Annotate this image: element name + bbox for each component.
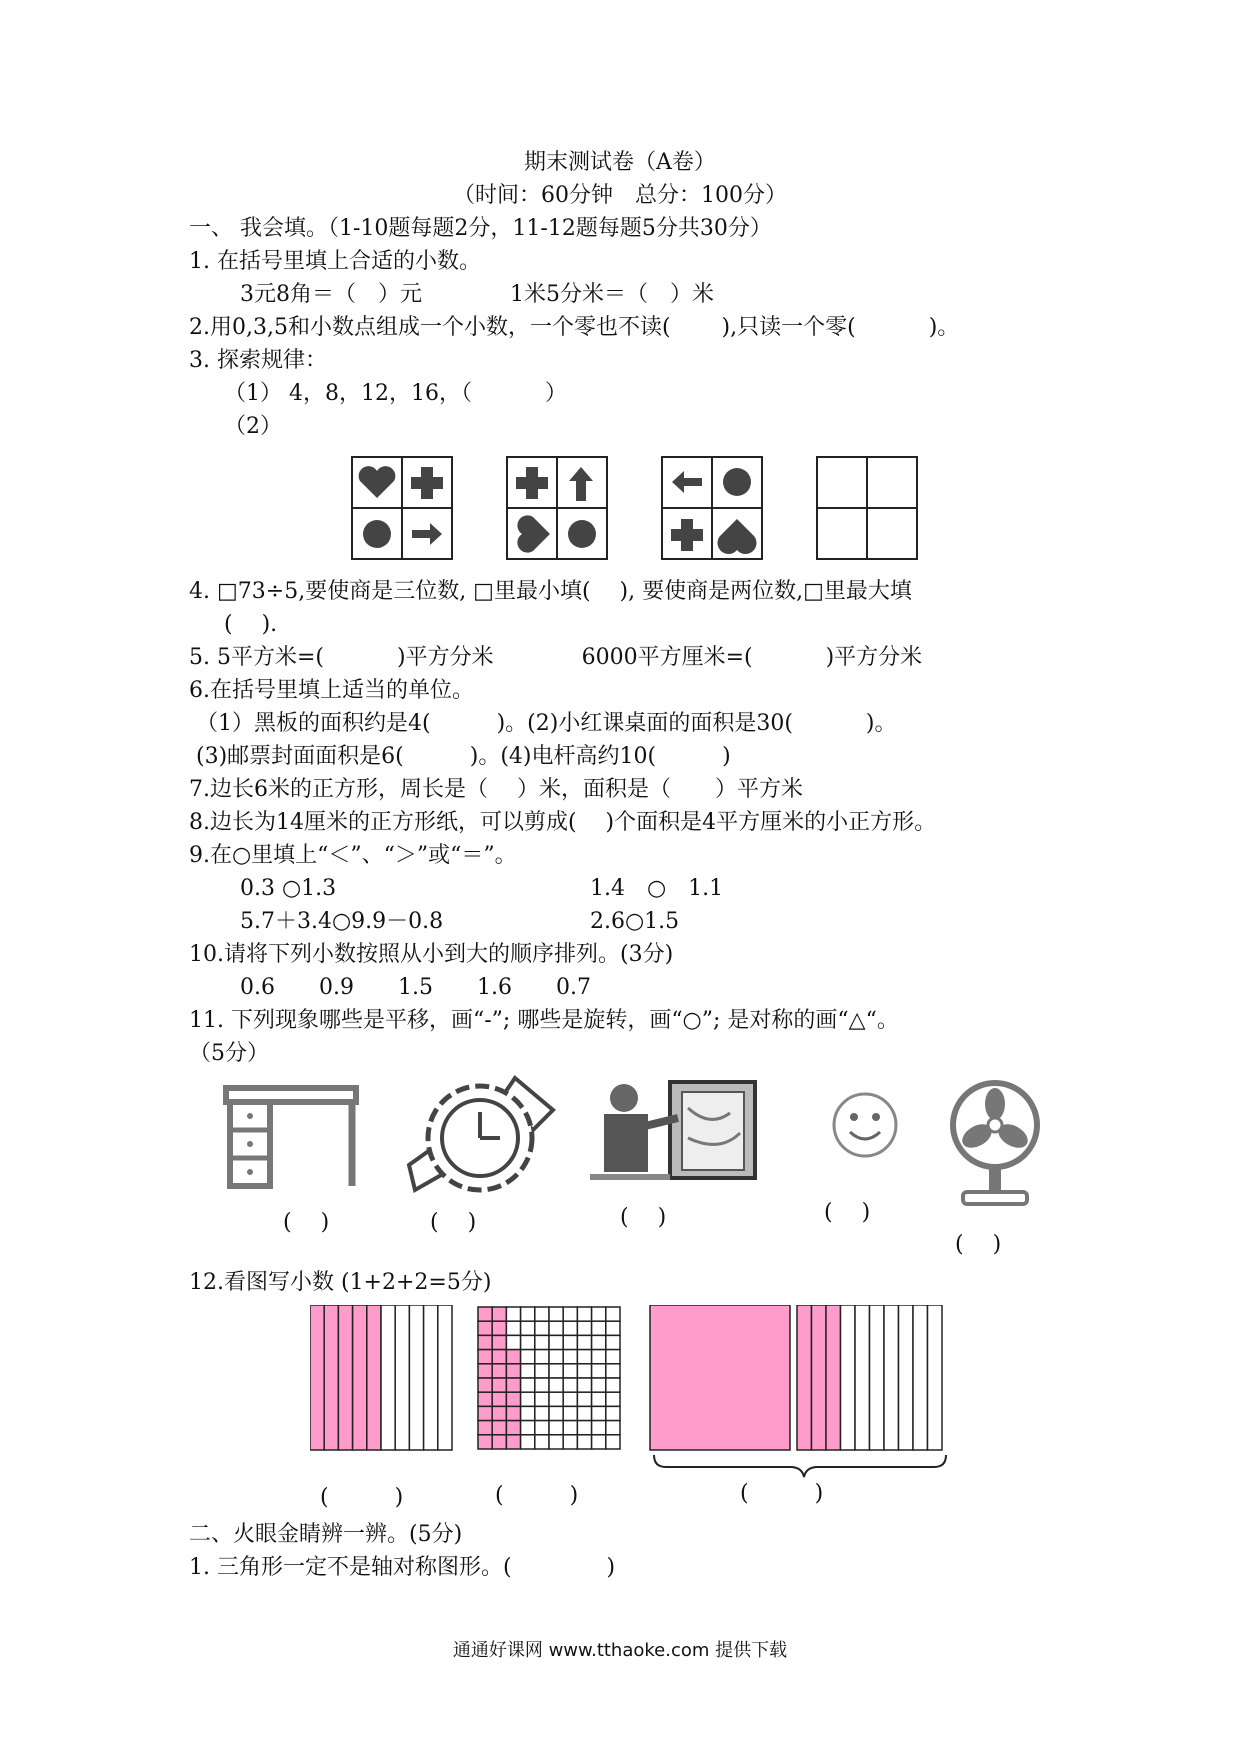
grid-cell: [592, 1421, 606, 1435]
grid-cell: [506, 1335, 520, 1349]
window-opening-picture: [590, 1078, 760, 1183]
question-3-2: （2）: [224, 414, 282, 439]
pattern-tile-1: [352, 457, 452, 559]
grid-cell: [535, 1421, 549, 1435]
grid-cell: [606, 1350, 620, 1364]
grid-cell: [549, 1335, 563, 1349]
strip-cell: [381, 1305, 395, 1450]
question-3-1: （1） 4，8，12，16，（ ）: [224, 381, 567, 406]
strip-cell: [310, 1305, 324, 1450]
circle-icon: [363, 520, 391, 548]
grid-cell: [606, 1392, 620, 1406]
grid-cell: [492, 1392, 506, 1406]
electric-fan-picture: [945, 1080, 1045, 1210]
grid-cell: [592, 1321, 606, 1335]
strip-cell: [812, 1305, 827, 1450]
grid-cell: [478, 1364, 492, 1378]
question-12: 12.看图写小数 (1+2+2=5分): [189, 1270, 492, 1295]
grid-cell: [577, 1392, 591, 1406]
question-11: 11. 下列现象哪些是平移，画“-”; 哪些是旋转，画“○”; 是对称的画“△“。: [189, 1008, 899, 1033]
question-10: 10.请将下列小数按照从小到大的顺序排列。(3分): [189, 942, 674, 967]
question-2: 2.用0,3,5和小数点组成一个小数，一个零也不读( ),只读一个零( )。: [189, 315, 960, 340]
grid-cell: [577, 1364, 591, 1378]
grid-cell: [606, 1421, 620, 1435]
grid-cell: [506, 1378, 520, 1392]
question-9: 9.在○里填上“＜”、“＞”或“＝”。: [189, 843, 517, 868]
question-9-b-left: 5.7＋3.4○9.9－0.8: [240, 909, 444, 934]
grid-cell: [549, 1392, 563, 1406]
grid-cell: [606, 1378, 620, 1392]
grid-cell: [549, 1378, 563, 1392]
circle-icon: [568, 520, 596, 548]
section1-heading: 一、 我会填。（1-10题每题2分，11-12题每题5分共30分）: [189, 216, 772, 241]
question-9-b-right: 2.6○1.5: [590, 909, 680, 934]
tenths-strip-figure-1: [310, 1305, 452, 1450]
strip-cell: [438, 1305, 452, 1450]
grid-cell: [577, 1421, 591, 1435]
answer-blank-window[interactable]: ( ): [620, 1205, 667, 1230]
grid-cell: [535, 1435, 549, 1449]
grid-cell: [506, 1307, 520, 1321]
section2-heading: 二、火眼金睛辨一辨。(5分): [189, 1522, 463, 1547]
grid-cell: [592, 1406, 606, 1420]
strip-cell: [899, 1305, 914, 1450]
grid-cell: [549, 1421, 563, 1435]
grid-cell: [506, 1350, 520, 1364]
grid-cell: [592, 1350, 606, 1364]
pattern-tile-2: [507, 457, 607, 559]
grid-cell: [592, 1307, 606, 1321]
grid-cell: [492, 1335, 506, 1349]
grid-cell: [563, 1392, 577, 1406]
grid-cell: [492, 1406, 506, 1420]
strip-cell: [424, 1305, 438, 1450]
page-title: 期末测试卷（A卷）: [524, 150, 716, 175]
answer-blank-smiley[interactable]: ( ): [824, 1200, 871, 1225]
grid-cell: [492, 1435, 506, 1449]
strip-cell: [338, 1305, 352, 1450]
question-9-a-left: 0.3 ○1.3: [240, 876, 337, 901]
answer-blank-figure-1[interactable]: ( ): [320, 1485, 404, 1510]
decimal-figures: [310, 1305, 960, 1480]
grid-cell: [592, 1335, 606, 1349]
answer-blank-fan[interactable]: ( ): [955, 1232, 1002, 1257]
grid-cell: [577, 1406, 591, 1420]
question-7: 7.边长6米的正方形，周长是（ ）米，面积是（ ）平方米: [189, 777, 803, 802]
grid-cell: [563, 1307, 577, 1321]
grid-cell: [563, 1378, 577, 1392]
grid-cell: [478, 1406, 492, 1420]
grid-cell: [521, 1421, 535, 1435]
grid-cell: [577, 1435, 591, 1449]
question-8: 8.边长为14厘米的正方形纸，可以剪成( )个面积是4平方厘米的小正方形。: [189, 810, 937, 835]
grid-cell: [478, 1335, 492, 1349]
grid-cell: [478, 1321, 492, 1335]
grid-cell: [478, 1421, 492, 1435]
watch-picture: [405, 1070, 560, 1200]
grid-cell: [492, 1307, 506, 1321]
grid-cell: [521, 1378, 535, 1392]
answer-blank-figure-3[interactable]: ( ): [740, 1481, 824, 1506]
grid-cell: [521, 1435, 535, 1449]
grid-cell: [521, 1364, 535, 1378]
strip-cell: [870, 1305, 885, 1450]
grid-cell: [521, 1335, 535, 1349]
grid-cell: [563, 1421, 577, 1435]
grid-cell: [577, 1321, 591, 1335]
grid-cell: [521, 1307, 535, 1321]
grid-cell: [549, 1350, 563, 1364]
strip-cell: [913, 1305, 928, 1450]
grid-cell: [535, 1378, 549, 1392]
grid-cell: [535, 1364, 549, 1378]
question-1: 1. 在括号里填上合适的小数。: [189, 249, 481, 274]
question-5: 5. 5平方米=( )平方分米 6000平方厘米=( )平方分米: [189, 645, 923, 670]
grid-cell: [478, 1435, 492, 1449]
grid-cell: [563, 1350, 577, 1364]
grid-cell: [492, 1364, 506, 1378]
smiley-face-picture: [830, 1090, 900, 1160]
grid-cell: [492, 1421, 506, 1435]
grid-cell: [506, 1364, 520, 1378]
question-9-a-right: 1.4 ○ 1.1: [590, 876, 724, 901]
grid-cell: [492, 1350, 506, 1364]
strip-cell: [353, 1305, 367, 1450]
strip-cell: [841, 1305, 856, 1450]
grid-cell: [535, 1321, 549, 1335]
question-10-numbers: 0.6 0.9 1.5 1.6 0.7: [240, 975, 591, 1000]
strip-cell: [855, 1305, 870, 1450]
grid-cell: [563, 1435, 577, 1449]
brace: [654, 1455, 946, 1477]
answer-blank-watch[interactable]: ( ): [430, 1210, 477, 1235]
grid-cell: [478, 1350, 492, 1364]
grid-cell: [592, 1435, 606, 1449]
mixed-decimal-figure: [650, 1305, 942, 1450]
grid-cell: [577, 1335, 591, 1349]
pattern-tile-4-blank: [817, 457, 917, 559]
strip-cell: [395, 1305, 409, 1450]
grid-cell: [577, 1307, 591, 1321]
grid-cell: [506, 1321, 520, 1335]
grid-cell: [506, 1421, 520, 1435]
grid-cell: [549, 1406, 563, 1420]
grid-cell: [606, 1406, 620, 1420]
grid-cell: [606, 1335, 620, 1349]
answer-blank-desk[interactable]: ( ): [283, 1210, 330, 1235]
grid-cell: [506, 1435, 520, 1449]
question-4-cont: ( ).: [224, 612, 278, 637]
grid-cell: [549, 1435, 563, 1449]
question-3: 3. 探索规律：: [189, 348, 327, 373]
question-4: 4. □73÷5,要使商是三位数, □里最小填( ), 要使商是两位数,□里最大填: [189, 579, 912, 604]
grid-cell: [506, 1406, 520, 1420]
grid-cell: [521, 1392, 535, 1406]
grid-cell: [521, 1350, 535, 1364]
question-11-score: （5分）: [189, 1041, 269, 1066]
grid-cell: [592, 1392, 606, 1406]
grid-cell: [535, 1335, 549, 1349]
grid-cell: [506, 1392, 520, 1406]
grid-cell: [549, 1321, 563, 1335]
grid-cell: [535, 1350, 549, 1364]
desk-picture: [220, 1080, 370, 1190]
question-6: 6.在括号里填上适当的单位。: [189, 678, 474, 703]
grid-cell: [577, 1378, 591, 1392]
strip-cell: [409, 1305, 423, 1450]
grid-cell: [478, 1307, 492, 1321]
grid-cell: [535, 1406, 549, 1420]
grid-cell: [563, 1321, 577, 1335]
strip-cell: [884, 1305, 899, 1450]
grid-cell: [606, 1307, 620, 1321]
grid-cell: [492, 1321, 506, 1335]
strip-cell: [367, 1305, 381, 1450]
answer-blank-figure-2[interactable]: ( ): [495, 1483, 579, 1508]
grid-cell: [521, 1321, 535, 1335]
grid-cell: [606, 1321, 620, 1335]
question-6-b: (3)邮票封面面积是6( )。(4)电杆高约10( ): [196, 744, 731, 769]
grid-cell: [521, 1406, 535, 1420]
strip-cell: [797, 1305, 812, 1450]
pattern-figure: [350, 455, 930, 565]
grid-cell: [549, 1364, 563, 1378]
grid-cell: [606, 1364, 620, 1378]
footer-credit: 通通好课网 www.tthaoke.com 提供下载: [452, 1640, 788, 1661]
hundredths-grid-figure: [478, 1307, 620, 1449]
circle-icon: [723, 468, 751, 496]
section2-question-1: 1. 三角形一定不是轴对称图形。( ): [189, 1555, 616, 1580]
grid-cell: [563, 1335, 577, 1349]
grid-cell: [592, 1364, 606, 1378]
grid-cell: [606, 1435, 620, 1449]
grid-cell: [535, 1307, 549, 1321]
grid-cell: [577, 1350, 591, 1364]
grid-cell: [478, 1392, 492, 1406]
strip-cell: [324, 1305, 338, 1450]
pattern-tile-3: [662, 457, 762, 559]
grid-cell: [563, 1406, 577, 1420]
question-6-a: （1）黑板的面积约是4( )。(2)小红课桌面的面积是30( )。: [196, 711, 897, 736]
grid-cell: [535, 1392, 549, 1406]
strip-cell: [826, 1305, 841, 1450]
page-subtitle: （时间：60分钟 总分：100分）: [453, 183, 787, 208]
grid-cell: [492, 1378, 506, 1392]
whole-square: [650, 1305, 790, 1450]
question-1-items: 3元8角＝（ ）元 1米5分米＝（ ）米: [240, 282, 714, 307]
grid-cell: [478, 1378, 492, 1392]
grid-cell: [563, 1364, 577, 1378]
grid-cell: [592, 1378, 606, 1392]
grid-cell: [549, 1307, 563, 1321]
strip-cell: [928, 1305, 943, 1450]
